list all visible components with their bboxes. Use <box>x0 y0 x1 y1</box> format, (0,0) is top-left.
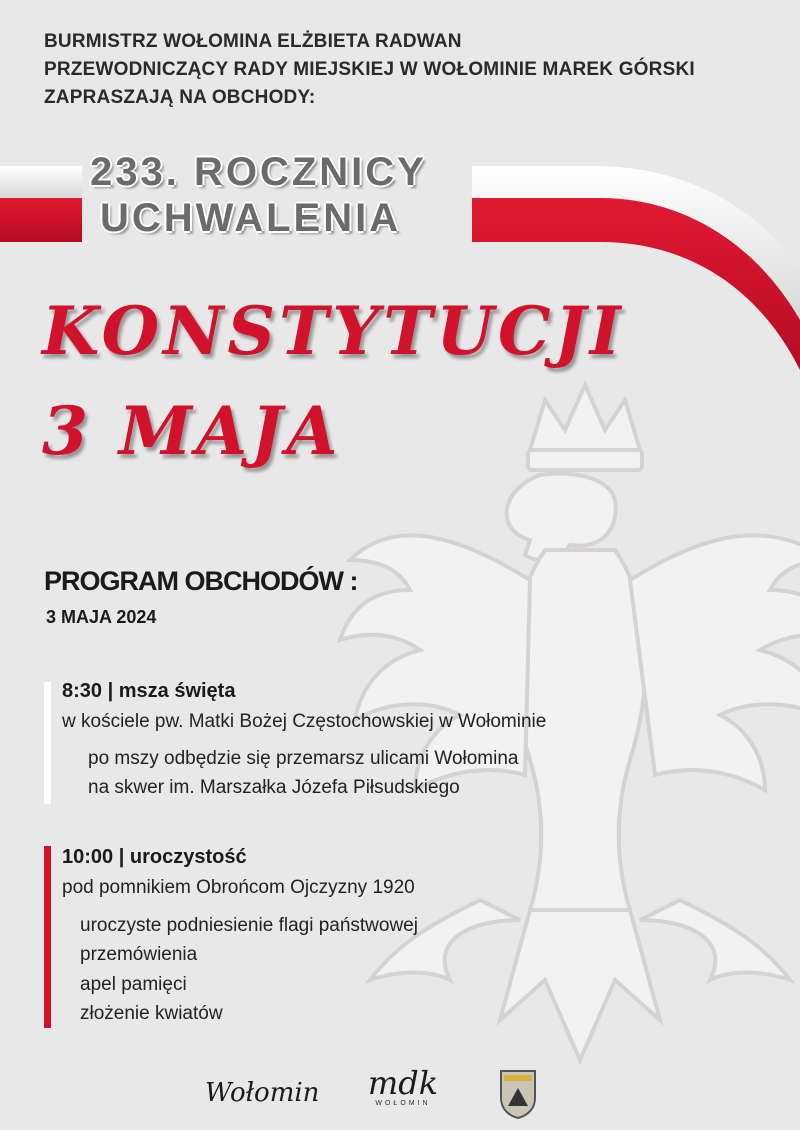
event-2-detail: uroczyste podniesienie flagi państwowej <box>80 915 418 936</box>
title-anniversary: 233. ROCZNICY <box>90 150 427 194</box>
event-2-detail: przemówienia <box>80 944 198 965</box>
event-1-location: w kościele pw. Matki Bożej Częstochowskiej w Wołominie <box>62 711 547 732</box>
event-2-location: pod pomnikiem Obrońcom Ojczyzny 1920 <box>62 877 415 898</box>
event-2-title: 10:00 | uroczystość <box>62 846 247 868</box>
title-may-3: 3 MAJA <box>42 392 342 470</box>
wolomin-logo: Wołomin <box>205 1078 320 1108</box>
header-line-council: PRZEWODNICZĄCY RADY MIEJSKIEJ W WOŁOMINIE MAREK GÓRSKI <box>44 59 695 80</box>
header-line-invite: ZAPRASZAJĄ NA OBCHODY: <box>44 87 316 108</box>
header-line-mayor: BURMISTRZ WOŁOMINA ELŻBIETA RADWAN <box>44 31 462 52</box>
title-enactment: UCHWALENIA <box>100 196 402 240</box>
event-1-marker <box>44 682 51 804</box>
event-1-detail: po mszy odbędzie się przemarsz ulicami Wołomina <box>88 748 519 769</box>
school-crest-icon <box>498 1068 538 1120</box>
program-date: 3 MAJA 2024 <box>46 607 157 627</box>
invitation-header <box>44 28 695 112</box>
program-heading: PROGRAM OBCHODÓW : <box>44 566 358 596</box>
title-constitution: KONSTYTUCJI <box>42 292 625 370</box>
white-eagle-icon <box>330 380 800 1100</box>
event-2-detail: apel pamięci <box>80 974 187 995</box>
event-1-title: 8:30 | msza święta <box>62 680 236 702</box>
event-1-detail: na skwer im. Marszałka Józefa Piłsudskiego <box>88 777 460 798</box>
event-2-detail: złożenie kwiatów <box>80 1003 223 1024</box>
event-2-marker <box>44 846 51 1028</box>
mdk-logo: mdk WOŁOMIN <box>367 1064 439 1107</box>
